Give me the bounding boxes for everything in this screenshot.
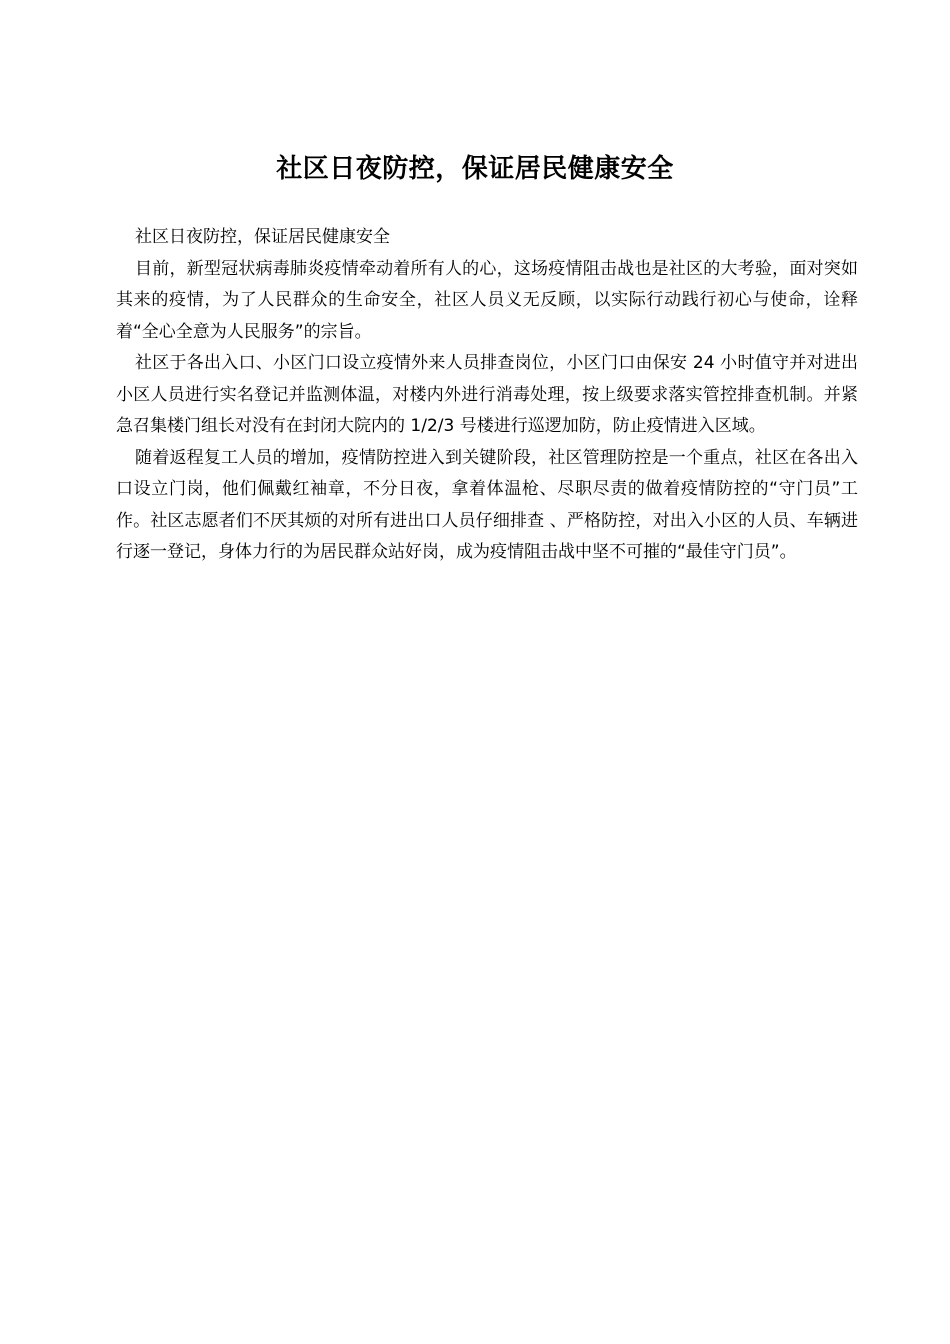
paragraph-volunteers: 随着返程复工人员的增加，疫情防控进入到关键阶段，社区管理防控是一个重点，社区在各出入口设立门岗，他们佩戴红袖章，不分日夜，拿着体温枪、尽职尽责的做着疫情防控的“守门员”工作。社区志愿者们不厌其烦的对所有进出口人员仔细排查 、严格防控，对出入小区的人员、车辆进行逐一登记，身体力行的为居民群众站好岗，成为疫情阻击战中坚不可摧的“最佳守门员”。 [116,447,858,562]
document-title: 社区日夜防控，保证居民健康安全 [276,154,674,185]
paragraph-checkpoints: 社区于各出入口、小区门口设立疫情外来人员排查岗位，小区门口由保安 24 小时值守并对进出小区人员进行实名登记并监测体温，对楼内外进行消毒处理，按上级要求落实管控排查机制。并紧急召集楼门组长对没有在封闭大院内的 1/2/3 号楼进行巡逻加防，防止疫情进入区域。 [116,353,858,436]
document-body [116,222,858,569]
paragraph-intro: 目前，新型冠状病毒肺炎疫情牵动着所有人的心，这场疫情阻击战也是社区的大考验，面对突如其来的疫情，为了人民群众的生命安全，社区人员义无反顾，以实际行动践行初心与使命，诠释着“全心全意为人民服务”的宗旨。 [116,258,858,342]
paragraph-subtitle: 社区日夜防控，保证居民健康安全 [135,227,390,247]
